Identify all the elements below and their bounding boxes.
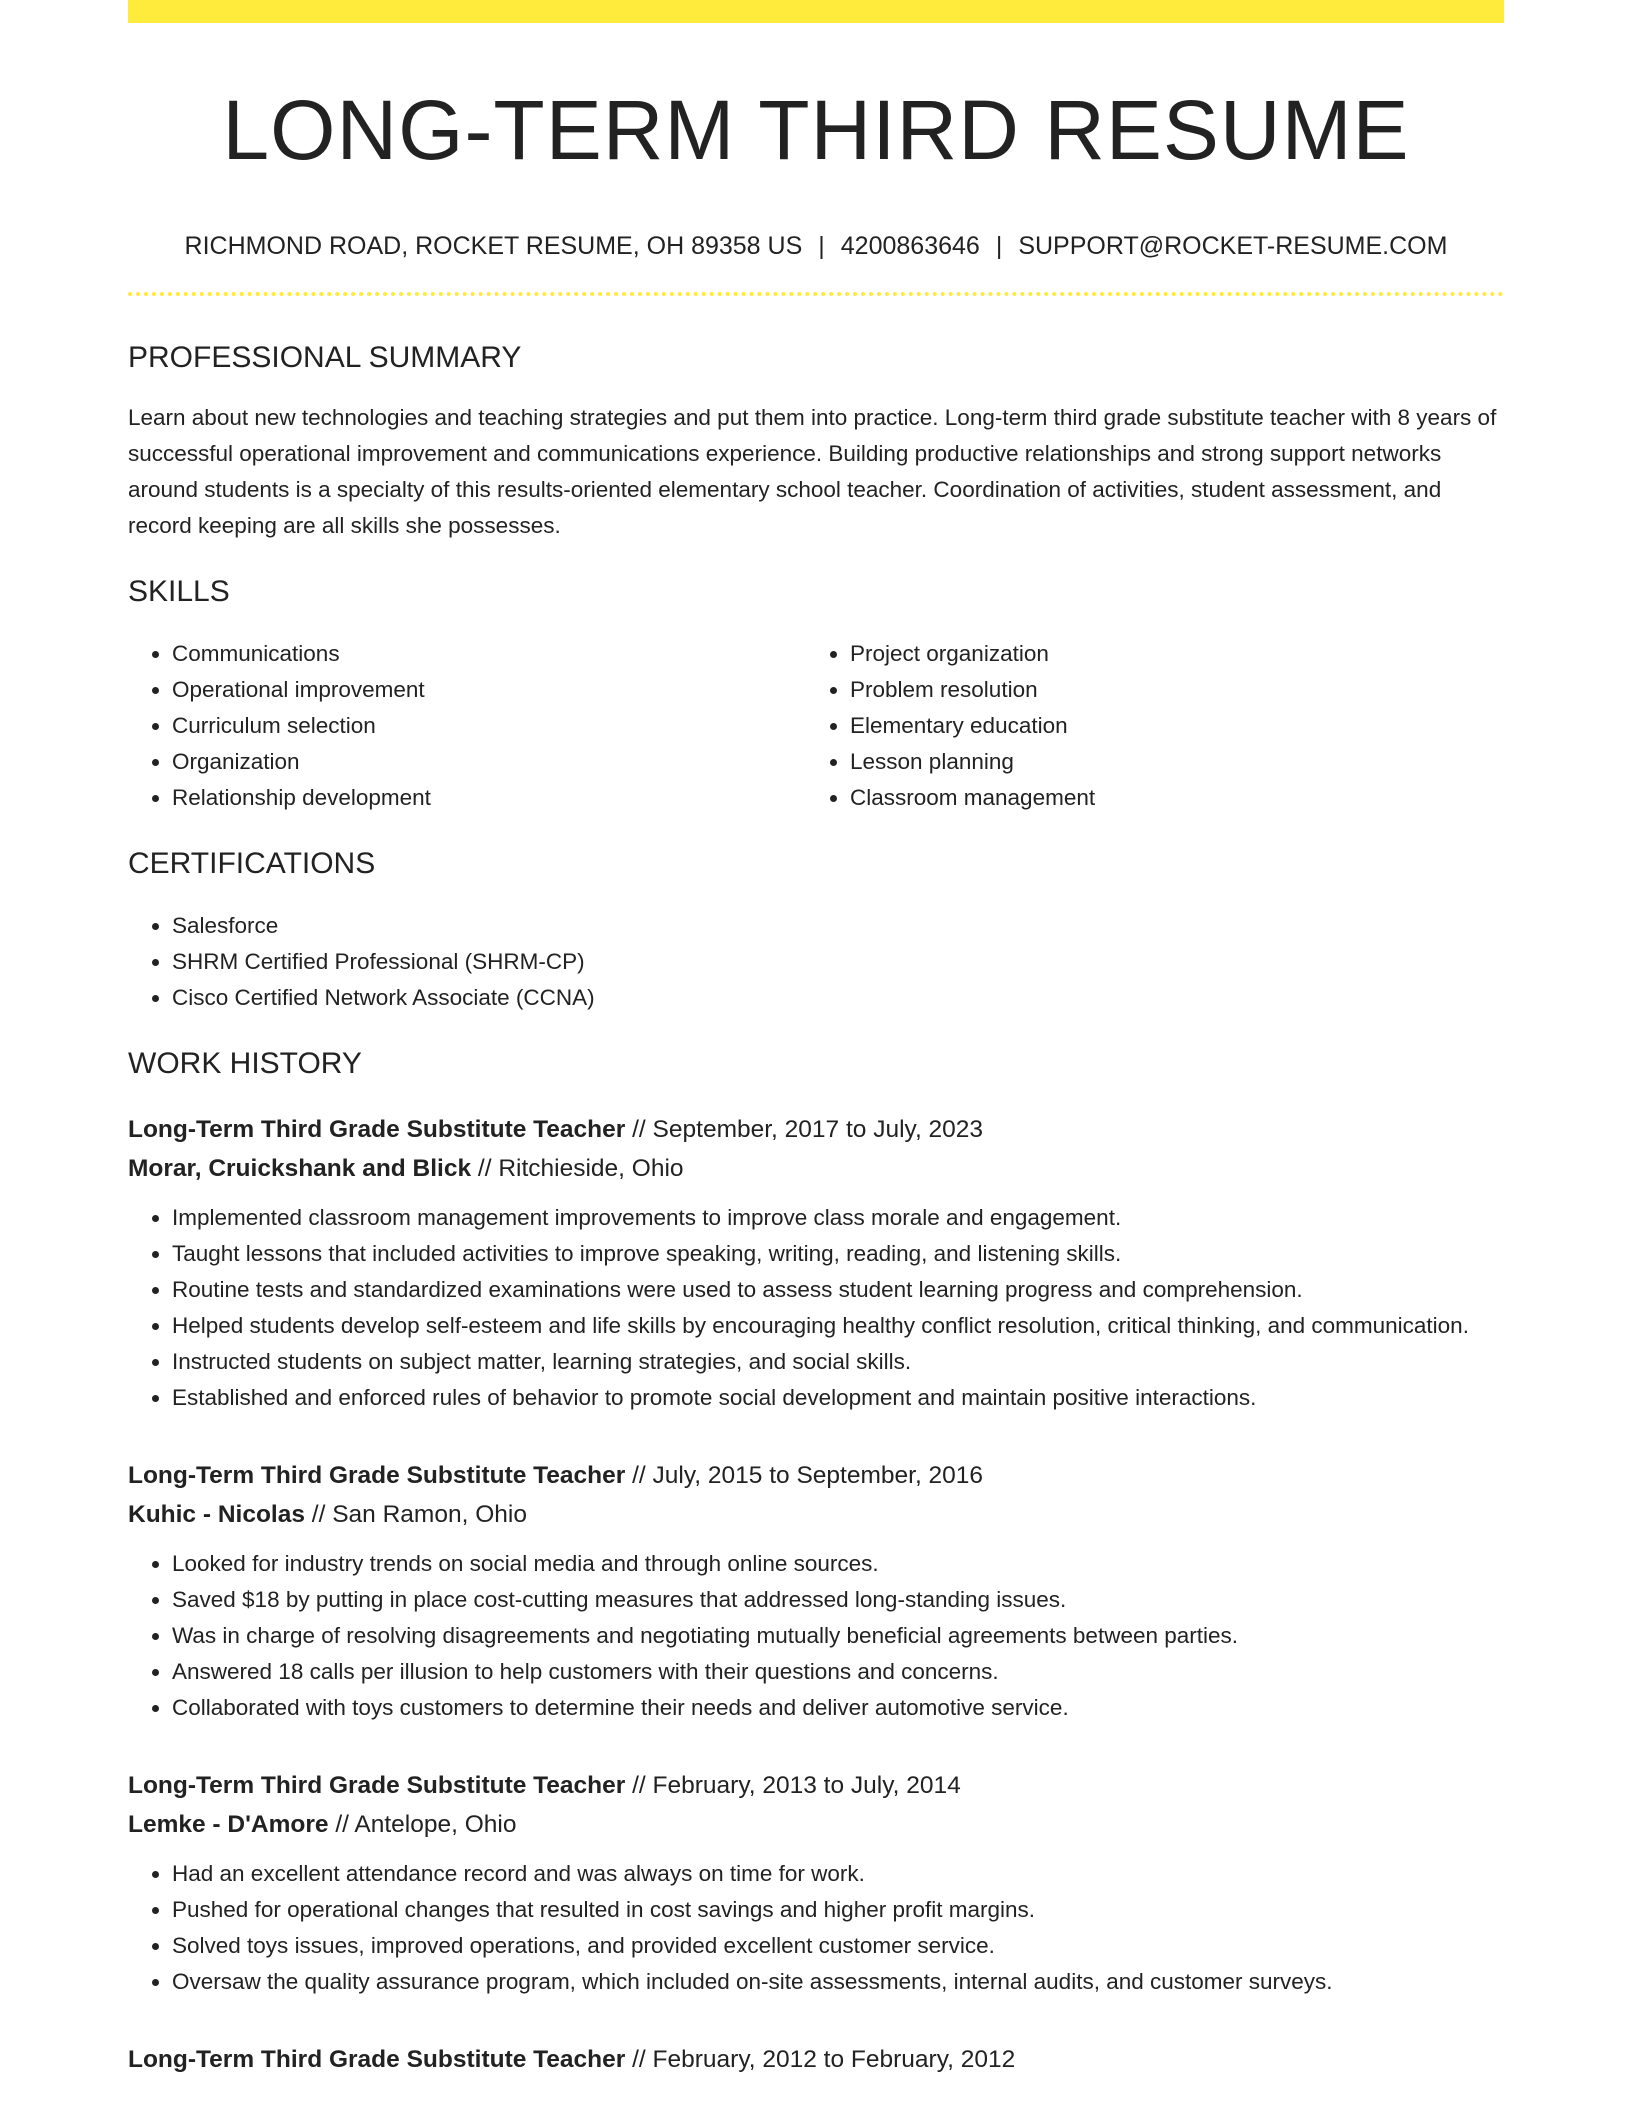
summary-heading: PROFESSIONAL SUMMARY	[128, 341, 522, 374]
job-bullet: • Helped students develop self-esteem and life skills by encouraging healthy conflict resolution, critical thinking, and communication.	[172, 1308, 1504, 1344]
certification-item: • Salesforce	[172, 908, 1504, 944]
skill-item: • Relationship development	[172, 780, 806, 816]
skills-columns	[128, 636, 1504, 816]
skill-item: • Lesson planning	[850, 744, 1484, 780]
job-bullets	[128, 1546, 1504, 1726]
skills-list-right	[806, 636, 1484, 816]
job-entry	[128, 1110, 1504, 1416]
job-bullets	[128, 1200, 1504, 1416]
job-title-line	[128, 1766, 1504, 1805]
contact-separator: |	[818, 232, 825, 260]
job-bullet: • Was in charge of resolving disagreements and negotiating mutually beneficial agreements between parties.	[172, 1618, 1504, 1654]
skill-item: • Communications	[172, 636, 806, 672]
job-title: Long-Term Third Grade Substitute Teacher	[128, 1772, 626, 1799]
job-location: // Ritchieside, Ohio	[471, 1155, 684, 1182]
job-bullet: • Answered 18 calls per illusion to help customers with their questions and concerns.	[172, 1654, 1504, 1690]
job-bullet: • Established and enforced rules of behavior to promote social development and maintain positive interactions.	[172, 1380, 1504, 1416]
certification-item: • Cisco Certified Network Associate (CCNA)	[172, 980, 1504, 1016]
skill-item: • Project organization	[850, 636, 1484, 672]
job-company: Lemke - D'Amore	[128, 1811, 329, 1838]
job-bullets	[128, 1856, 1504, 2000]
contact-separator: |	[995, 232, 1003, 260]
job-bullet: • Taught lessons that included activities to improve speaking, writing, reading, and listening skills.	[172, 1236, 1504, 1272]
job-bullet: • Pushed for operational changes that resulted in cost savings and higher profit margins.	[172, 1892, 1504, 1928]
job-company: Morar, Cruickshank and Blick	[128, 1155, 472, 1182]
job-company-line	[128, 1149, 1504, 1188]
certifications-list	[128, 908, 1504, 1016]
skill-item: • Classroom management	[850, 780, 1484, 816]
job-title-line	[128, 1110, 1504, 1149]
skill-item: • Elementary education	[850, 708, 1484, 744]
contact-line	[128, 230, 1504, 262]
job-title: Long-Term Third Grade Substitute Teacher	[128, 1462, 626, 1489]
job-bullet: • Implemented classroom management improvements to improve class morale and engagement.	[172, 1200, 1504, 1236]
skill-item: • Problem resolution	[850, 672, 1484, 708]
skill-item: • Operational improvement	[172, 672, 806, 708]
job-bullet: • Instructed students on subject matter, learning strategies, and social skills.	[172, 1344, 1504, 1380]
resume-name: LONG-TERM THIRD RESUME	[222, 83, 1410, 177]
job-title-line	[128, 1456, 1504, 1495]
certification-item: • SHRM Certified Professional (SHRM-CP)	[172, 944, 1504, 980]
job-entry	[128, 1766, 1504, 2000]
dotted-divider	[128, 292, 1504, 296]
work-history-heading: WORK HISTORY	[128, 1047, 362, 1080]
job-dates: // July, 2015 to September, 2016	[625, 1462, 984, 1489]
job-entry	[128, 1456, 1504, 1726]
job-bullet: • Collaborated with toys customers to determine their needs and deliver automotive service.	[172, 1690, 1504, 1726]
resume-content	[128, 0, 1504, 2079]
contact-phone: 4200863646	[840, 232, 980, 260]
job-dates: // February, 2013 to July, 2014	[625, 1772, 961, 1799]
skills-list-left	[128, 636, 806, 816]
job-bullet: • Solved toys issues, improved operations, and provided excellent customer service.	[172, 1928, 1504, 1964]
job-location: // San Ramon, Ohio	[304, 1501, 527, 1528]
job-entry	[128, 2040, 1504, 2079]
job-bullet: • Looked for industry trends on social media and through online sources.	[172, 1546, 1504, 1582]
summary-text: Learn about new technologies and teaching strategies and put them into practice. Long-term third grade substitute teacher with 8 years of successful operational improvement and communications experience. Building productive relationships and strong support networks around students is a specialty of this results-oriented elementary school teacher. Coordination of activities, student assessment, and record keeping are all skills she possesses.	[128, 405, 1497, 538]
job-title: Long-Term Third Grade Substitute Teacher	[128, 1116, 626, 1143]
job-location: // Antelope, Ohio	[328, 1811, 517, 1838]
contact-address: RICHMOND ROAD, ROCKET RESUME, OH 89358 US	[184, 232, 803, 260]
skill-item: • Organization	[172, 744, 806, 780]
job-title: Long-Term Third Grade Substitute Teacher	[128, 2046, 626, 2073]
job-dates: // February, 2012 to February, 2012	[625, 2046, 1016, 2073]
job-company-line	[128, 1495, 1504, 1534]
job-title-line	[128, 2040, 1504, 2079]
job-bullet: • Saved $18 by putting in place cost-cutting measures that addressed long-standing issues.	[172, 1582, 1504, 1618]
job-company-line	[128, 1805, 1504, 1844]
job-bullet: • Had an excellent attendance record and was always on time for work.	[172, 1856, 1504, 1892]
job-bullet: • Routine tests and standardized examinations were used to assess student learning progress and comprehension.	[172, 1272, 1504, 1308]
skill-item: • Curriculum selection	[172, 708, 806, 744]
job-company: Kuhic - Nicolas	[128, 1501, 305, 1528]
job-dates: // September, 2017 to July, 2023	[625, 1116, 984, 1143]
contact-email: SUPPORT@ROCKET-RESUME.COM	[1018, 232, 1448, 260]
job-bullet: • Oversaw the quality assurance program, which included on-site assessments, internal audits, and customer surveys.	[172, 1964, 1504, 2000]
skills-heading: SKILLS	[128, 575, 230, 608]
certifications-heading: CERTIFICATIONS	[128, 847, 376, 880]
